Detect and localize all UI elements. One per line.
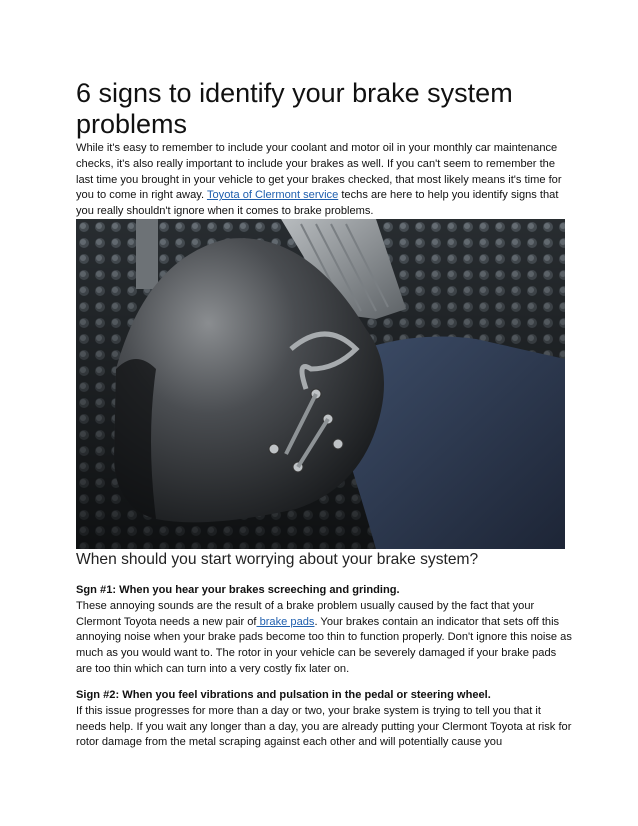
shoe-on-brake-pedal-image xyxy=(76,219,565,549)
brake-pads-link[interactable]: brake pads xyxy=(256,615,315,628)
section-heading: When should you start worrying about your brake system? xyxy=(76,551,479,568)
sign-1-heading: Sgn #1: When you hear your brakes screeching and grinding. xyxy=(76,584,400,596)
sign-2-heading: Sign #2: When you feel vibrations and pulsation in the pedal or steering wheel. xyxy=(76,689,491,701)
sign-2-body: If this issue progresses for more than a day or two, your brake system is trying to tell you that it needs help. If you wait any longer than a day, you are already putting your Clermont Toyota at risk for rotor damage from the metal scraping against each other and will potentially cause you xyxy=(76,704,572,749)
brake-pedal-photo xyxy=(76,219,565,549)
toyota-service-link[interactable]: Toyota of Clermont service xyxy=(206,189,339,202)
sign-1-body xyxy=(76,599,572,678)
sign-1 xyxy=(76,583,572,678)
intro-text-before: While it's easy to remember to include your coolant and motor oil in your monthly car maintenance checks, it's also really important to include your brakes as well. If you can't seem to remember the last time you brought in your vehicle to get your brakes checked, that most likely means it's time for you to come in right away. xyxy=(76,142,562,202)
sign-1-text-before: These annoying sounds are the result of a brake problem usually caused by the fact that your Clermont Toyota needs a new pair of xyxy=(76,599,535,628)
intro-paragraph xyxy=(76,141,572,220)
intro-text-after: techs are here to help you identify signs that you really shouldn't ignore when it comes to brake problems. xyxy=(76,189,559,218)
sign-2 xyxy=(76,688,572,751)
article-title: 6 signs to identify your brake system problems xyxy=(76,78,513,139)
sign-1-text-after: . Your brakes contain an indicator that sets off this annoying noise when your brake pads become too thin to function properly. Don't ignore this noise as much as you would want to. The rotor in your vehicle can be severely damaged if your brake pads are too thin which can turn into a very costly fix later on. xyxy=(76,615,572,675)
